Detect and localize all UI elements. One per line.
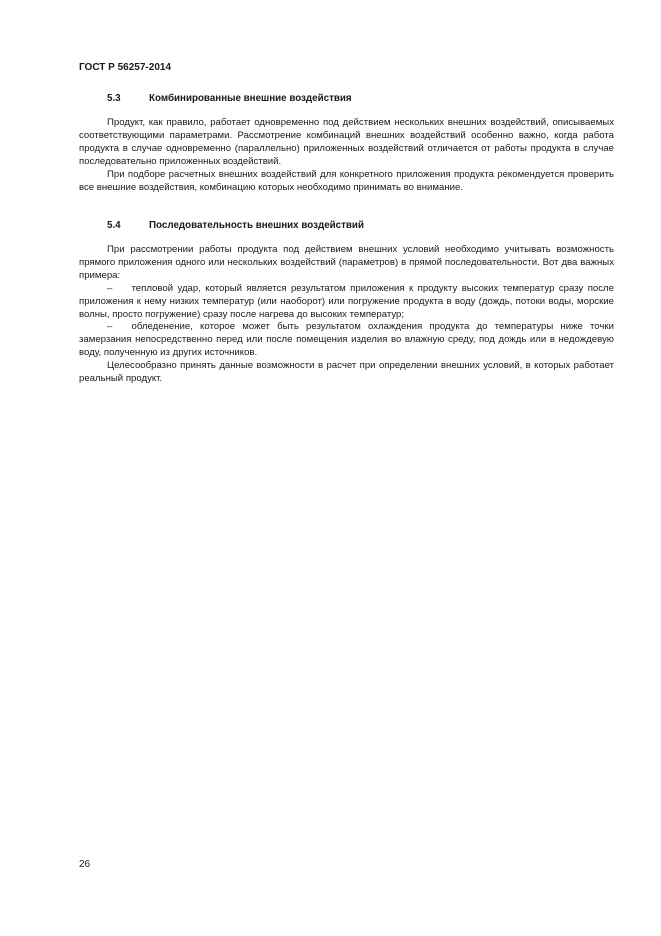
list-item: – обледенение, которое может быть результатом охлаждения продукта до температуры ниже точки замерзания непосредственно перед или после помещения изделия во влажную среду, под дождь или в недождевую воду, полученную из других источников.: [79, 321, 614, 359]
section-5-4-heading: [107, 220, 364, 233]
section-5-3-body: [79, 117, 614, 194]
page-number: 26: [79, 859, 91, 870]
document-code-header: ГОСТ Р 56257-2014: [79, 62, 172, 73]
paragraph: При подборе расчетных внешних воздействий для конкретного приложения продукта рекомендуется проверить все внешние воздействия, комбинацию которых необходимо принимать во внимание.: [79, 168, 614, 193]
section-title: Последовательность внешних воздействий: [149, 220, 364, 231]
paragraph: При рассмотрении работы продукта под действием внешних условий необходимо учитывать возможность прямого приложения одного или нескольких воздействий (параметров) в прямой последовательности. Вот два важных примера:: [79, 244, 614, 281]
section-number: 5.4: [107, 220, 121, 231]
section-5-4-body: [79, 244, 614, 386]
section-title: Комбинированные внешние воздействия: [149, 93, 352, 104]
section-5-3-heading: [107, 93, 352, 106]
list-item: – тепловой удар, который является результатом приложения к продукту высоких температур сразу после приложения к нему низких температур (или наоборот) или погружение продукта в воду (дождь, потоки воды, морские волны, просто погружение) сразу после нагрева до высоких температур;: [79, 282, 614, 320]
paragraph: Целесообразно принять данные возможности в расчет при определении внешних условий, в которых работает реальный продукт.: [79, 360, 614, 385]
paragraph: Продукт, как правило, работает одновременно под действием нескольких внешних воздействий, описываемых соответствующими параметрами. Рассмотрение комбинаций внешних воздействий особенно важно, когда работа продукта в случае одновременно (параллельно) приложенных воздействий отличается от работы продукта в случае последовательно приложенных воздействий.: [79, 117, 614, 167]
section-number: 5.3: [107, 93, 121, 104]
